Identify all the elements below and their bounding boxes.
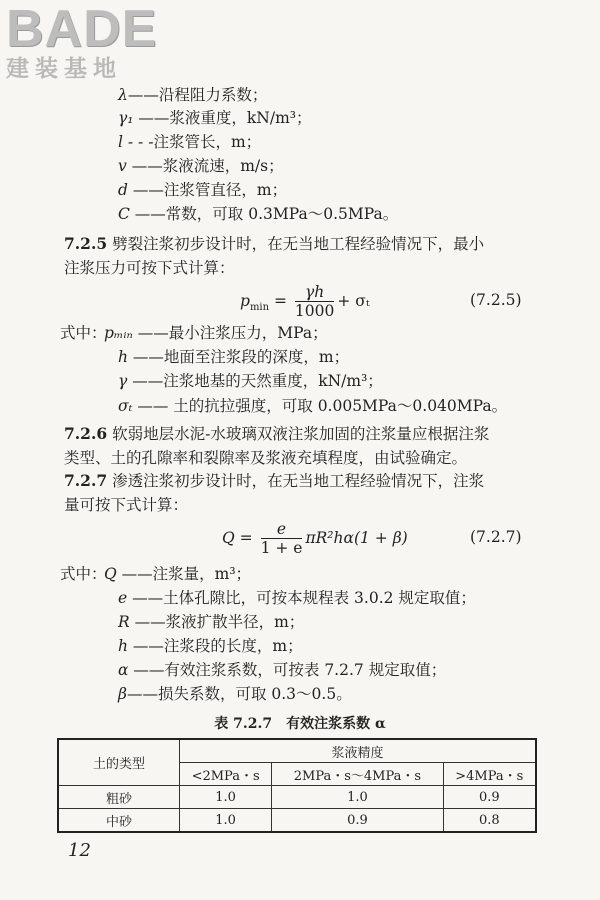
table-grouphead: 浆液精度: [180, 739, 537, 763]
def-text: ——常数，可取 0.3MPa～0.5MPa。: [129, 205, 399, 223]
table-rowhead: 土的类型: [58, 739, 180, 786]
logo-wordmark: BADE: [6, 0, 158, 58]
def-gamma: [118, 370, 383, 392]
def-sigma: [118, 395, 507, 417]
equation-number: (7.2.5): [470, 291, 522, 309]
section-number: 7.2.5: [64, 234, 108, 253]
def-text: ——土体孔隙比，可按本规程表 3.0.2 规定取值；: [127, 589, 476, 607]
def-text: - - -注浆管长，m；: [122, 133, 262, 151]
table-row: [58, 809, 536, 833]
table-cell: 1.0: [180, 809, 272, 833]
formula-7-2-5: [240, 283, 370, 326]
formula-lhs: Q: [222, 529, 235, 547]
table-cell: 0.8: [443, 809, 536, 833]
section-number: 7.2.6: [64, 424, 108, 443]
def-alpha: [118, 659, 446, 681]
formula-eq: =: [234, 529, 258, 547]
def-lambda: [118, 84, 267, 106]
section-text: 软弱地层水泥-水玻璃双液注浆加固的注浆量应根据注浆: [112, 425, 490, 443]
def-prefix: 式中：: [60, 565, 107, 583]
def-gamma1: [118, 107, 312, 129]
table-col-header: >4MPa・s: [443, 763, 536, 786]
def-symbol: v: [118, 157, 127, 175]
formula-fraction: [261, 521, 303, 557]
logo-subtitle: 建装基地: [6, 56, 122, 82]
table-row: [58, 786, 536, 809]
def-text: ——浆液扩散半径，m；: [129, 613, 305, 631]
def-symbol: α: [118, 661, 129, 679]
def-r: [118, 611, 304, 633]
def-symbol: λ: [118, 86, 128, 104]
formula-tail: πR²hα(1 + β): [305, 529, 408, 547]
table-row-label: 粗砂: [58, 786, 180, 809]
def-text: ——地面至注浆段的深度，m；: [127, 348, 350, 366]
def-symbol: σₜ: [118, 397, 133, 415]
section-7-2-7-line2: 量可按下式计算：: [64, 496, 189, 514]
section-7-2-5-line2: 注浆压力可按下式计算：: [64, 259, 235, 277]
table-cell: 0.9: [443, 786, 536, 809]
def-l: [118, 131, 261, 153]
table-cell: 0.9: [272, 809, 443, 833]
def-symbol: l: [118, 133, 123, 151]
section-text: 劈裂注浆初步设计时，在无当地工程经验情况下，最小: [112, 235, 485, 253]
def-symbol: γ: [118, 372, 128, 390]
def-text: ——沿程阻力系数；: [127, 86, 268, 104]
fraction-numerator: γh: [295, 284, 334, 302]
def-symbol: Q: [104, 565, 117, 583]
def-symbol: h: [118, 348, 128, 366]
table-cell: 1.0: [180, 786, 272, 809]
def-symbol: h: [118, 637, 128, 655]
formula-7-2-7: [222, 518, 408, 558]
def-text: ——注浆管直径，m；: [127, 181, 288, 199]
section-text: 渗透注浆初步设计时，在无当地工程经验情况下，注浆: [112, 472, 485, 490]
table-col-header: <2MPa・s: [180, 763, 272, 786]
formula-lhs: p: [240, 292, 250, 310]
def-text: ——浆液流速，m/s；: [126, 157, 284, 175]
formula-tail: + σₜ: [337, 292, 370, 310]
def-text: ——注浆地基的天然重度，kN/m³；: [127, 372, 383, 390]
section-7-2-6-line1: [64, 423, 489, 445]
section-7-2-6-line2: 类型、土的孔隙率和裂隙率及浆液充填程度，由试验确定。: [64, 449, 468, 467]
def-symbol: β: [118, 685, 127, 703]
def-symbol: pₘᵢₙ: [104, 324, 133, 342]
page-number: 12: [68, 840, 91, 861]
section-number: 7.2.7: [64, 471, 108, 490]
def-e: [118, 587, 476, 609]
def-v: [118, 155, 284, 177]
def-c: [118, 203, 398, 225]
table-col-header: 2MPa・s～4MPa・s: [272, 763, 443, 786]
brand-logo: [6, 0, 186, 82]
def-symbol: C: [118, 205, 130, 223]
def-h2: [118, 635, 303, 657]
table-cell: 1.0: [272, 786, 443, 809]
table-row-label: 中砂: [58, 809, 180, 833]
formula-eq: =: [269, 292, 292, 310]
fraction-denominator: 1 + e: [260, 539, 303, 557]
fraction-denominator: 1000: [294, 302, 335, 320]
def-d: [118, 179, 287, 201]
def-symbol: γ₁: [118, 109, 134, 127]
def-pmin: [104, 322, 328, 344]
def-text: ——浆液重度，kN/m³；: [133, 109, 312, 127]
def-symbol: d: [118, 181, 128, 199]
def-text: ——有效注浆系数，可按表 7.2.7 规定取值；: [128, 661, 447, 679]
def-q: [104, 563, 251, 585]
def-symbol: e: [118, 589, 128, 607]
table-caption: 表 7.2.7 有效注浆系数 α: [214, 716, 386, 732]
def-prefix: 式中：: [60, 324, 107, 342]
def-text: —— 土的抗拉强度，可取 0.005MPa～0.040MPa。: [132, 397, 508, 415]
equation-number: (7.2.7): [470, 528, 522, 546]
def-symbol: R: [118, 613, 130, 631]
def-beta: [118, 683, 352, 705]
def-text: ——注浆量，m³；: [116, 565, 252, 583]
formula-sub: min: [249, 302, 270, 314]
section-7-2-7-line1: [64, 470, 484, 492]
fraction-numerator: e: [261, 521, 303, 539]
formula-fraction: [295, 284, 334, 320]
def-h: [118, 346, 349, 368]
coefficient-table: [57, 738, 537, 833]
def-text: ——注浆段的长度，m；: [127, 637, 303, 655]
def-text: ——最小注浆压力，MPa；: [132, 324, 328, 342]
def-text: ——损失系数，可取 0.3～0.5。: [126, 685, 352, 703]
section-7-2-5-line1: [64, 233, 484, 255]
